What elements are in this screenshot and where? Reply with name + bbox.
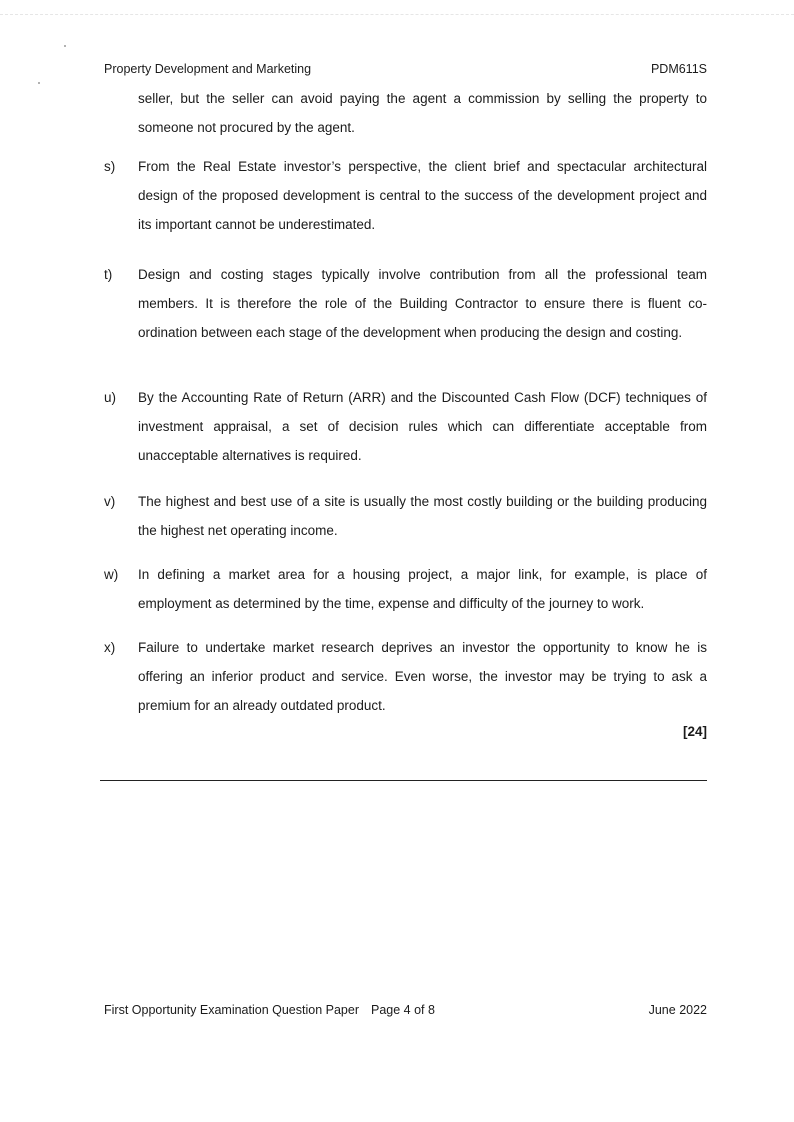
question-label: t)	[104, 267, 113, 282]
question-item-s	[104, 152, 707, 239]
page-footer	[104, 1003, 707, 1017]
question-label: u)	[104, 390, 117, 405]
question-item-v	[104, 487, 707, 545]
marks-total: [24]	[682, 724, 707, 739]
question-text: Design and costing stages typically involve contribution from all the professional team members. It is therefore the role of the Building Contractor to ensure there is fluent co-ordination between each stage of the development when producing the design and costing.	[138, 267, 707, 340]
question-label: s)	[104, 159, 116, 174]
page-number: Page 4 of 8	[370, 1003, 435, 1017]
footer-left	[104, 1003, 435, 1017]
course-title: Property Development and Marketing	[104, 62, 312, 76]
question-text: From the Real Estate investor’s perspective, the client brief and spectacular architectural design of the proposed development is central to the success of the development project and its important cannot be underestimated.	[138, 159, 707, 232]
exam-date: June 2022	[648, 1003, 707, 1017]
question-label: w)	[104, 567, 119, 582]
section-divider	[100, 780, 707, 781]
continuation-text: seller, but the seller can avoid paying the agent a commission by selling the property to someone not procured by the agent.	[138, 91, 707, 135]
question-text: Failure to undertake market research deprives an investor the opportunity to know he is offering an inferior product and service. Even worse, the investor may be trying to ask a premium for an already outdated product.	[138, 640, 707, 713]
question-text: By the Accounting Rate of Return (ARR) and the Discounted Cash Flow (DCF) techniques of investment appraisal, a set of decision rules which can differentiate acceptable from unacceptable alternatives is required.	[138, 390, 707, 463]
question-item-w	[104, 560, 707, 618]
question-item-x	[104, 633, 707, 720]
question-label: x)	[104, 640, 116, 655]
question-text: The highest and best use of a site is usually the most costly building or the building producing the highest net operating income.	[138, 494, 707, 538]
page-header	[104, 62, 707, 76]
question-text: In defining a market area for a housing project, a major link, for example, is place of employment as determined by the time, expense and difficulty of the journey to work.	[138, 567, 707, 611]
question-label: v)	[104, 494, 116, 509]
course-code: PDM611S	[650, 62, 707, 76]
scan-top-edge	[0, 0, 794, 15]
paper-title: First Opportunity Examination Question Paper	[104, 1003, 359, 1017]
scan-speck	[64, 45, 66, 47]
question-item-t	[104, 260, 707, 347]
question-content	[104, 84, 707, 742]
scan-speck	[38, 82, 40, 84]
question-item-u	[104, 383, 707, 470]
